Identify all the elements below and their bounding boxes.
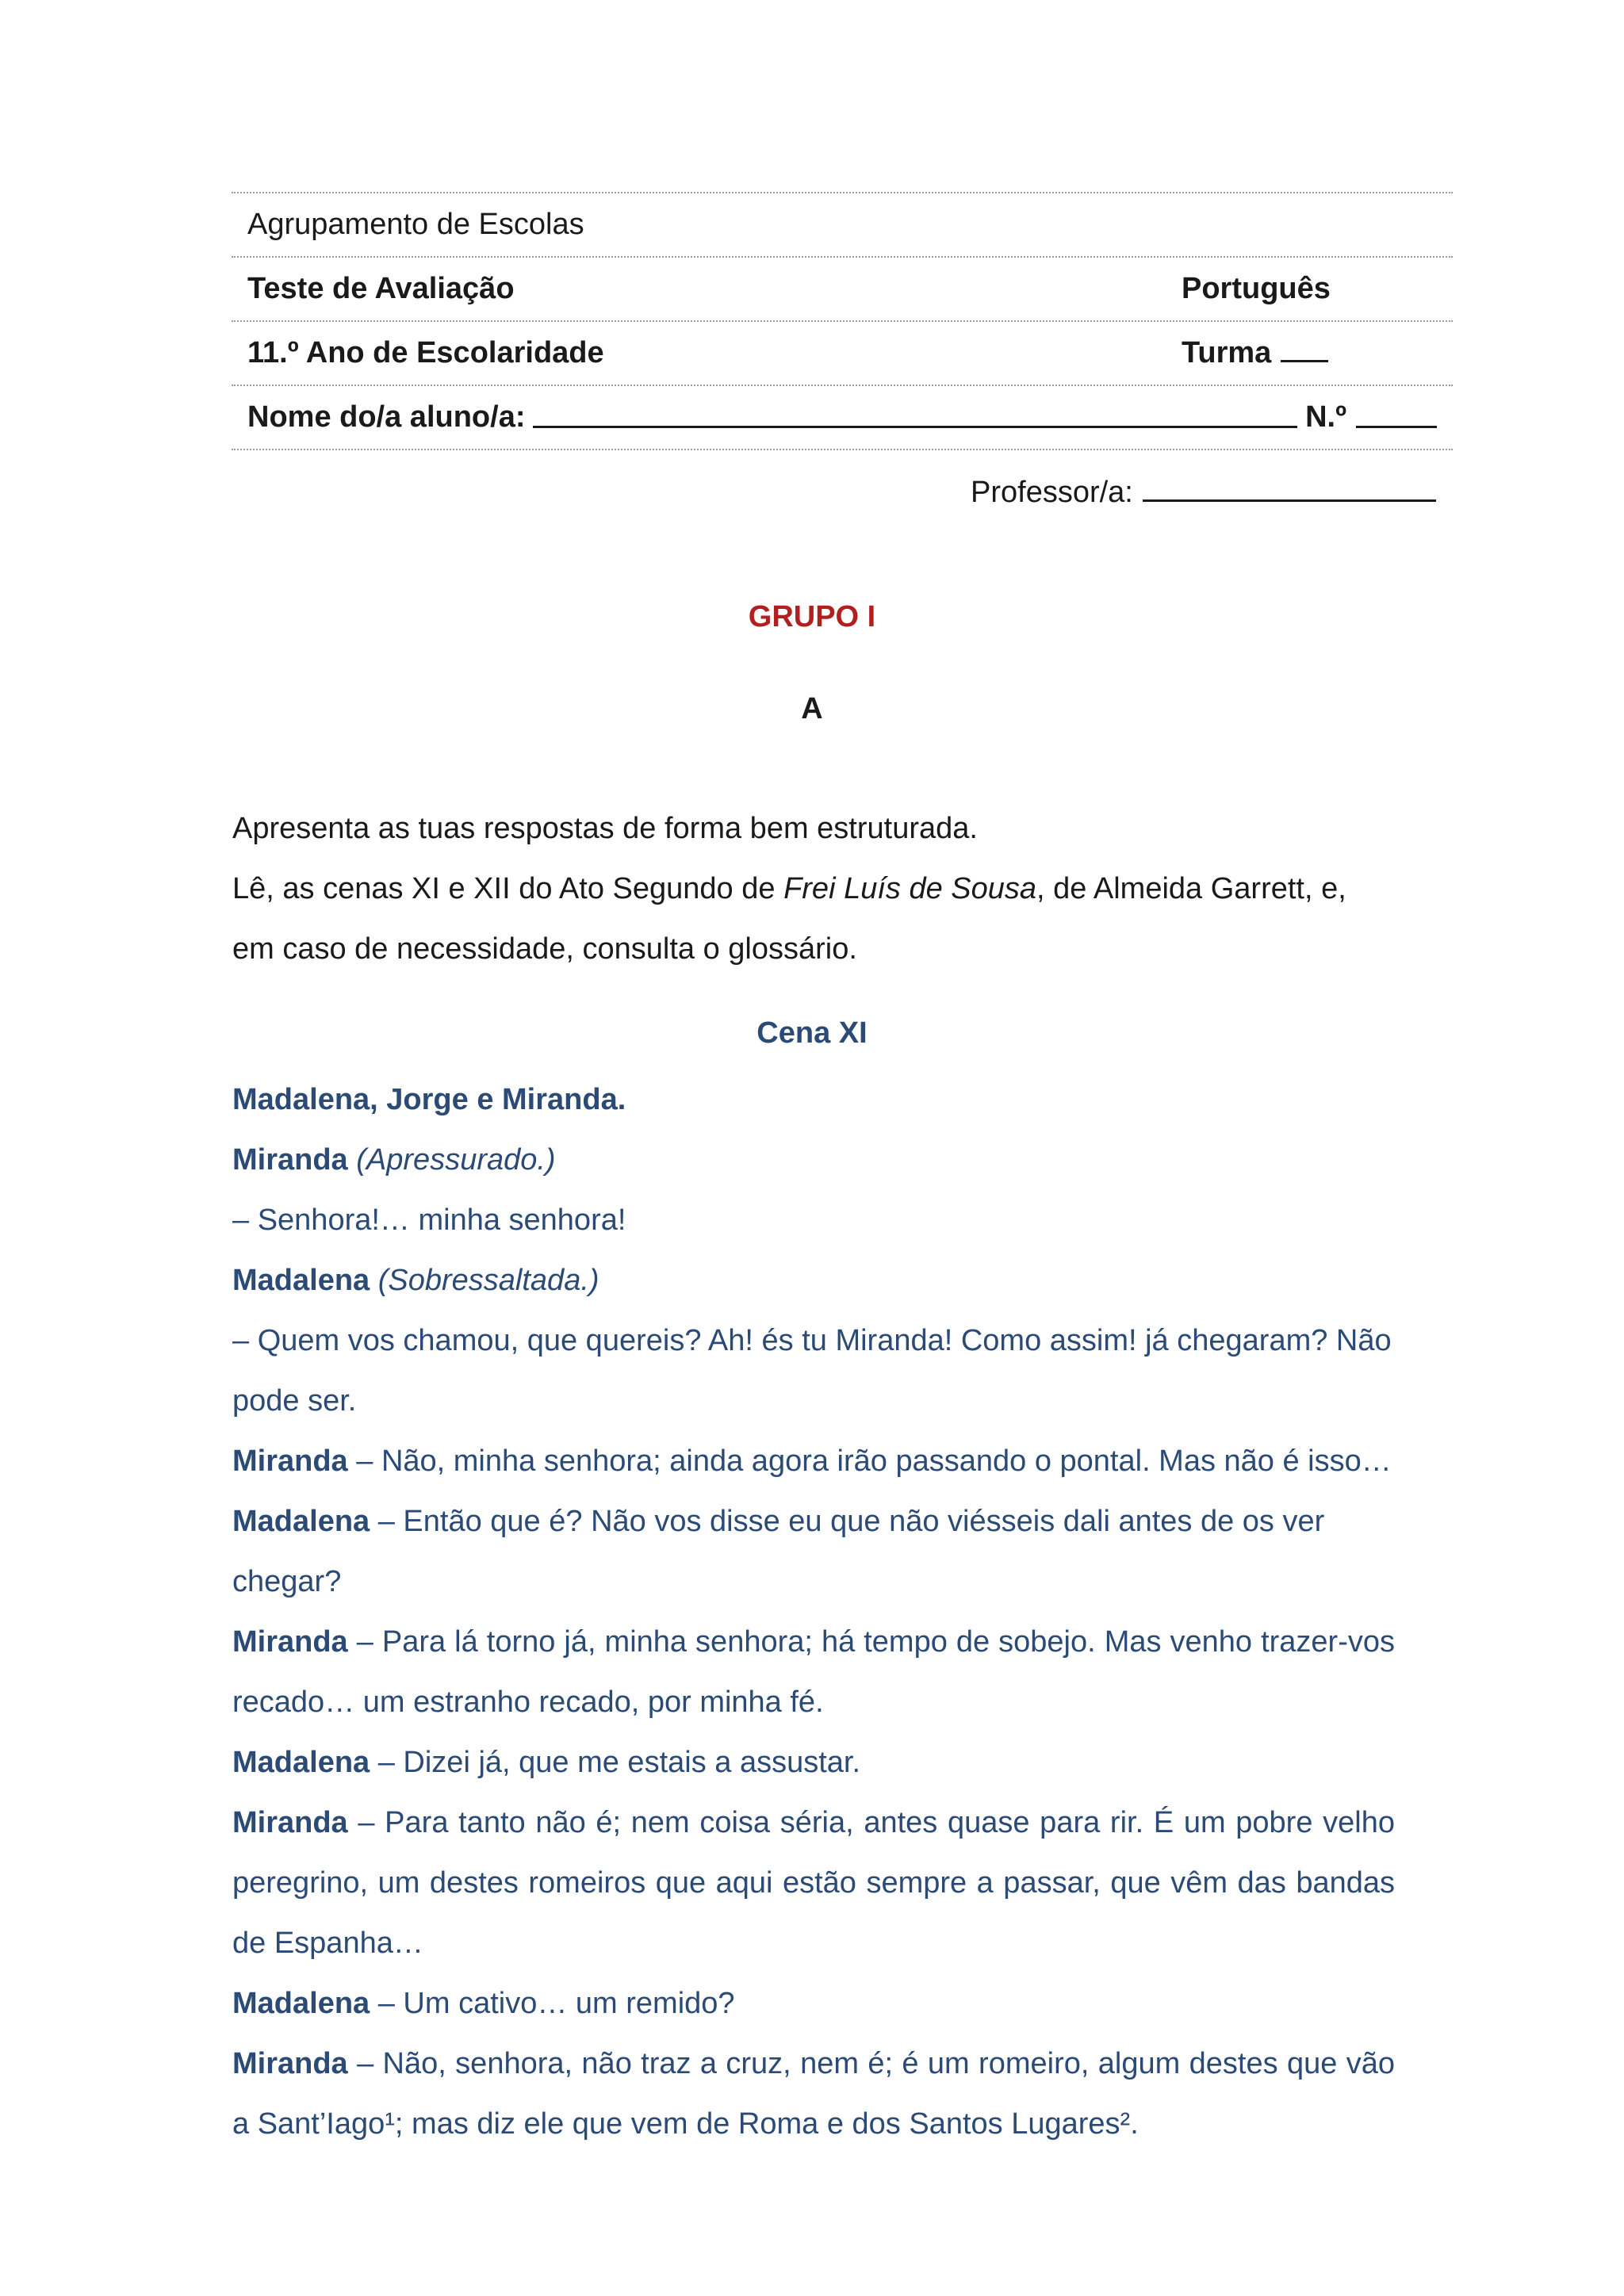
speaker: Madalena: [232, 1746, 370, 1779]
student-name-field: [247, 386, 1437, 449]
dialogue-line: [232, 1612, 1395, 1732]
instruction-text: Lê, as cenas XI e XII do Ato Segundo de: [232, 872, 784, 905]
speaker: Madalena: [232, 1505, 370, 1538]
dialogue-line: [232, 1431, 1395, 1491]
subject: Português: [1182, 272, 1331, 305]
speech: – Então que é? Não vos disse eu que não viésseis dali antes de os ver chegar?: [232, 1505, 1325, 1598]
instruction-text: , de Almeida Garrett, e, em caso de necessidade, consulta o glossário.: [232, 872, 1346, 966]
speech: – Não, senhora, não traz a cruz, nem é; é um romeiro, algum destes que vão a Sant’Iago¹; mas diz ele que vem de Roma e dos Santos Lugares².: [232, 2047, 1395, 2141]
speech: – Dizei já, que me estais a assustar.: [370, 1746, 861, 1779]
teacher-field: [971, 476, 1436, 510]
stage-line: [232, 1250, 1395, 1311]
test-title: Teste de Avaliação: [247, 272, 515, 305]
instruction-line-1: Apresenta as tuas respostas de forma bem estruturada.: [232, 812, 978, 845]
header-row-test: [232, 256, 1453, 320]
speech: – Para lá torno já, minha senhora; há tempo de sobejo. Mas venho trazer-vos recado… um estranho recado, por minha fé.: [232, 1625, 1395, 1719]
dialogue-line: [232, 1732, 1395, 1793]
teacher-label: Professor/a:: [971, 476, 1133, 509]
class-label: Turma: [1182, 336, 1272, 369]
group-title: GRUPO I: [748, 600, 876, 633]
stage-direction: (Apressurado.): [356, 1143, 556, 1177]
header-row-grade: [232, 320, 1453, 385]
part-title: A: [801, 692, 823, 725]
scene-characters: Madalena, Jorge e Miranda.: [232, 1083, 626, 1116]
speaker: Madalena: [232, 1264, 370, 1297]
teacher-blank[interactable]: [1143, 476, 1436, 502]
play-excerpt: [232, 1070, 1395, 2154]
dialogue-line: [232, 2034, 1395, 2154]
work-title: Frei Luís de Sousa: [783, 872, 1037, 905]
header-table: [232, 192, 1453, 450]
student-name-blank[interactable]: [533, 386, 1297, 428]
stage-line: [232, 1130, 1395, 1190]
speaker: Miranda: [232, 2047, 348, 2080]
class-field: [1182, 322, 1328, 385]
scene-title: Cena XI: [756, 1016, 868, 1050]
instruction-line-2: [232, 859, 1395, 979]
dialogue-line: – Quem vos chamou, que quereis? Ah! és tu Miranda! Como assim! já chegaram? Não pode ser.: [232, 1324, 1392, 1418]
header-row-name: [232, 385, 1453, 450]
number-label: N.º: [1305, 400, 1346, 434]
dialogue-line: [232, 1973, 1395, 2034]
dialogue-line: [232, 1793, 1395, 1973]
speech: – Não, minha senhora; ainda agora irão passando o pontal. Mas não é isso…: [347, 1445, 1392, 1478]
speaker: Madalena: [232, 1987, 370, 2020]
speaker: Miranda: [232, 1806, 348, 1839]
instructions: [232, 798, 1395, 979]
student-name-label: Nome do/a aluno/a:: [247, 400, 526, 434]
speech: – Para tanto não é; nem coisa séria, antes quase para rir. É um pobre velho peregrino, um destes romeiros que aqui estão sempre a passar, que vêm das bandas de Espanha…: [232, 1806, 1395, 1960]
stage-direction: (Sobressaltada.): [377, 1264, 599, 1297]
dialogue-line: – Senhora!… minha senhora!: [232, 1203, 626, 1237]
class-blank[interactable]: [1281, 333, 1328, 362]
dialogue-line: [232, 1491, 1395, 1612]
grade: 11.º Ano de Escolaridade: [247, 336, 604, 369]
speech: – Um cativo… um remido?: [370, 1987, 735, 2020]
header-row-school: [232, 192, 1453, 256]
speaker: Miranda: [232, 1445, 348, 1478]
speaker: Miranda: [232, 1143, 348, 1177]
speaker: Miranda: [232, 1625, 348, 1659]
number-blank[interactable]: [1356, 386, 1437, 428]
school-name: Agrupamento de Escolas: [247, 208, 584, 241]
